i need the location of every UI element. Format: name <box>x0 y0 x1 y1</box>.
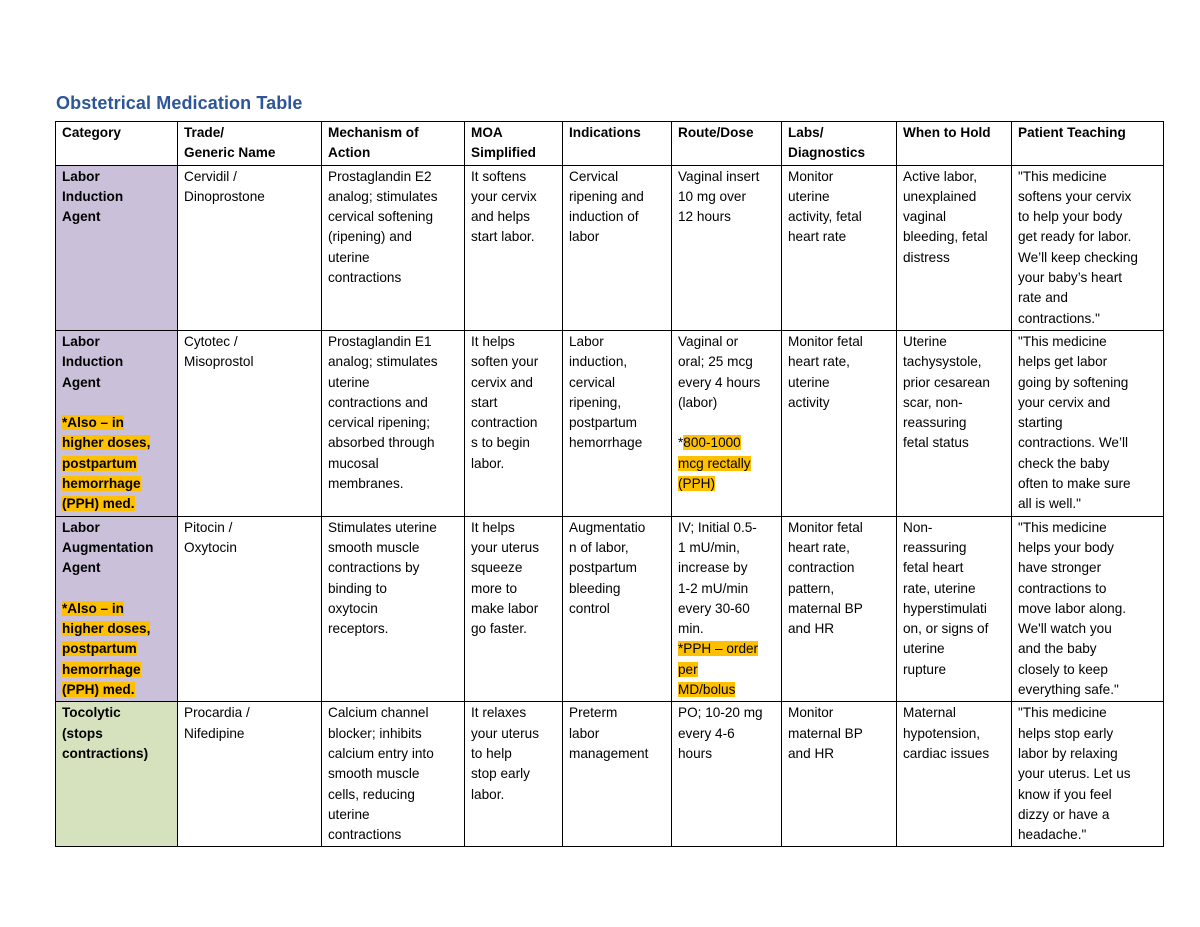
header-labs: Labs/ Diagnostics <box>782 122 897 166</box>
table-row <box>56 516 1164 702</box>
trade-cell: Cytotec / Misoprostol <box>178 330 322 516</box>
teaching-cell: "This medicine helps stop early labor by relaxing your uterus. Let us know if you feel dizzy or have a headache." <box>1012 702 1164 847</box>
header-moa: MOA Simplified <box>465 122 563 166</box>
labs-cell: Monitor uterine activity, fetal heart rate <box>782 165 897 330</box>
mechanism-cell: Stimulates uterine smooth muscle contractions by binding to oxytocin receptors. <box>322 516 465 702</box>
pph-note: (PPH) med. <box>62 496 135 512</box>
trade-cell: Cervidil / Dinoprostone <box>178 165 322 330</box>
category-cell: Labor Induction Agent *Also – in higher doses, postpartum hemorrhage (PPH) med. <box>56 330 178 516</box>
moa-cell: It relaxes your uterus to help stop early labor. <box>465 702 563 847</box>
teaching-cell: "This medicine softens your cervix to help your body get ready for labor. We’ll keep checking your baby’s heart rate and contractions." <box>1012 165 1164 330</box>
indications-cell: Preterm labor management <box>563 702 672 847</box>
category-cell: Labor Induction Agent <box>56 165 178 330</box>
medication-table <box>55 121 1164 847</box>
trade-cell: Procardia / Nifedipine <box>178 702 322 847</box>
indications-cell: Augmentatio n of labor, postpartum bleeding control <box>563 516 672 702</box>
pph-dose-note: (PPH) <box>678 476 716 492</box>
teaching-cell: "This medicine helps your body have stronger contractions to move labor along. We'll watch you and the baby closely to keep everything safe." <box>1012 516 1164 702</box>
pph-note: hemorrhage <box>62 661 141 677</box>
route-cell: IV; Initial 0.5- 1 mU/min, increase by 1-2 mU/min every 30-60 min. *PPH – order per MD/bolus <box>672 516 782 702</box>
pph-note: *Also – in <box>62 415 124 431</box>
table-row <box>56 165 1164 330</box>
pph-note: (PPH) med. <box>62 682 135 698</box>
mechanism-cell: Calcium channel blocker; inhibits calcium entry into smooth muscle cells, reducing uterine contractions <box>322 702 465 847</box>
route-cell: Vaginal or oral; 25 mcg every 4 hours (labor) *800-1000 mcg rectally (PPH) <box>672 330 782 516</box>
indications-cell: Labor induction, cervical ripening, postpartum hemorrhage <box>563 330 672 516</box>
table-row <box>56 330 1164 516</box>
pph-dose-note: 800-1000 <box>683 435 741 451</box>
header-hold: When to Hold <box>897 122 1012 166</box>
trade-cell: Pitocin / Oxytocin <box>178 516 322 702</box>
pph-note: *Also – in <box>62 600 124 616</box>
header-teaching: Patient Teaching <box>1012 122 1164 166</box>
header-mechanism: Mechanism of Action <box>322 122 465 166</box>
labs-cell: Monitor fetal heart rate, contraction pattern, maternal BP and HR <box>782 516 897 702</box>
category-cell: Labor Augmentation Agent *Also – in higher doses, postpartum hemorrhage (PPH) med. <box>56 516 178 702</box>
pph-note: postpartum <box>62 455 137 471</box>
hold-cell: Maternal hypotension, cardiac issues <box>897 702 1012 847</box>
mechanism-cell: Prostaglandin E2 analog; stimulates cervical softening (ripening) and uterine contractions <box>322 165 465 330</box>
labs-cell: Monitor fetal heart rate, uterine activity <box>782 330 897 516</box>
pph-order-note: MD/bolus <box>678 682 736 698</box>
hold-cell: Uterine tachysystole, prior cesarean scar, non- reassuring fetal status <box>897 330 1012 516</box>
table-row <box>56 702 1164 847</box>
hold-cell: Non- reassuring fetal heart rate, uterine hyperstimulati on, or signs of uterine rupture <box>897 516 1012 702</box>
header-row <box>56 122 1164 166</box>
category-cell: Tocolytic (stops contractions) <box>56 702 178 847</box>
pph-note: higher doses, <box>62 621 151 637</box>
pph-dose-note: mcg rectally <box>678 455 751 471</box>
pph-note: hemorrhage <box>62 476 141 492</box>
indications-cell: Cervical ripening and induction of labor <box>563 165 672 330</box>
labs-cell: Monitor maternal BP and HR <box>782 702 897 847</box>
moa-cell: It softens your cervix and helps start labor. <box>465 165 563 330</box>
route-cell: PO; 10-20 mg every 4-6 hours <box>672 702 782 847</box>
pph-order-note: *PPH – order <box>678 641 759 657</box>
header-trade: Trade/ Generic Name <box>178 122 322 166</box>
moa-cell: It helps soften your cervix and start contraction s to begin labor. <box>465 330 563 516</box>
pph-note: postpartum <box>62 641 137 657</box>
pph-note: higher doses, <box>62 435 151 451</box>
teaching-cell: "This medicine helps get labor going by softening your cervix and starting contractions. We’ll check the baby often to make sure all is well." <box>1012 330 1164 516</box>
pph-order-note: per <box>678 661 698 677</box>
header-category: Category <box>56 122 178 166</box>
moa-cell: It helps your uterus squeeze more to make labor go faster. <box>465 516 563 702</box>
page-title: Obstetrical Medication Table <box>56 93 303 113</box>
header-indications: Indications <box>563 122 672 166</box>
header-route: Route/Dose <box>672 122 782 166</box>
mechanism-cell: Prostaglandin E1 analog; stimulates uterine contractions and cervical ripening; absorbed through mucosal membranes. <box>322 330 465 516</box>
hold-cell: Active labor, unexplained vaginal bleeding, fetal distress <box>897 165 1012 330</box>
route-cell: Vaginal insert 10 mg over 12 hours <box>672 165 782 330</box>
